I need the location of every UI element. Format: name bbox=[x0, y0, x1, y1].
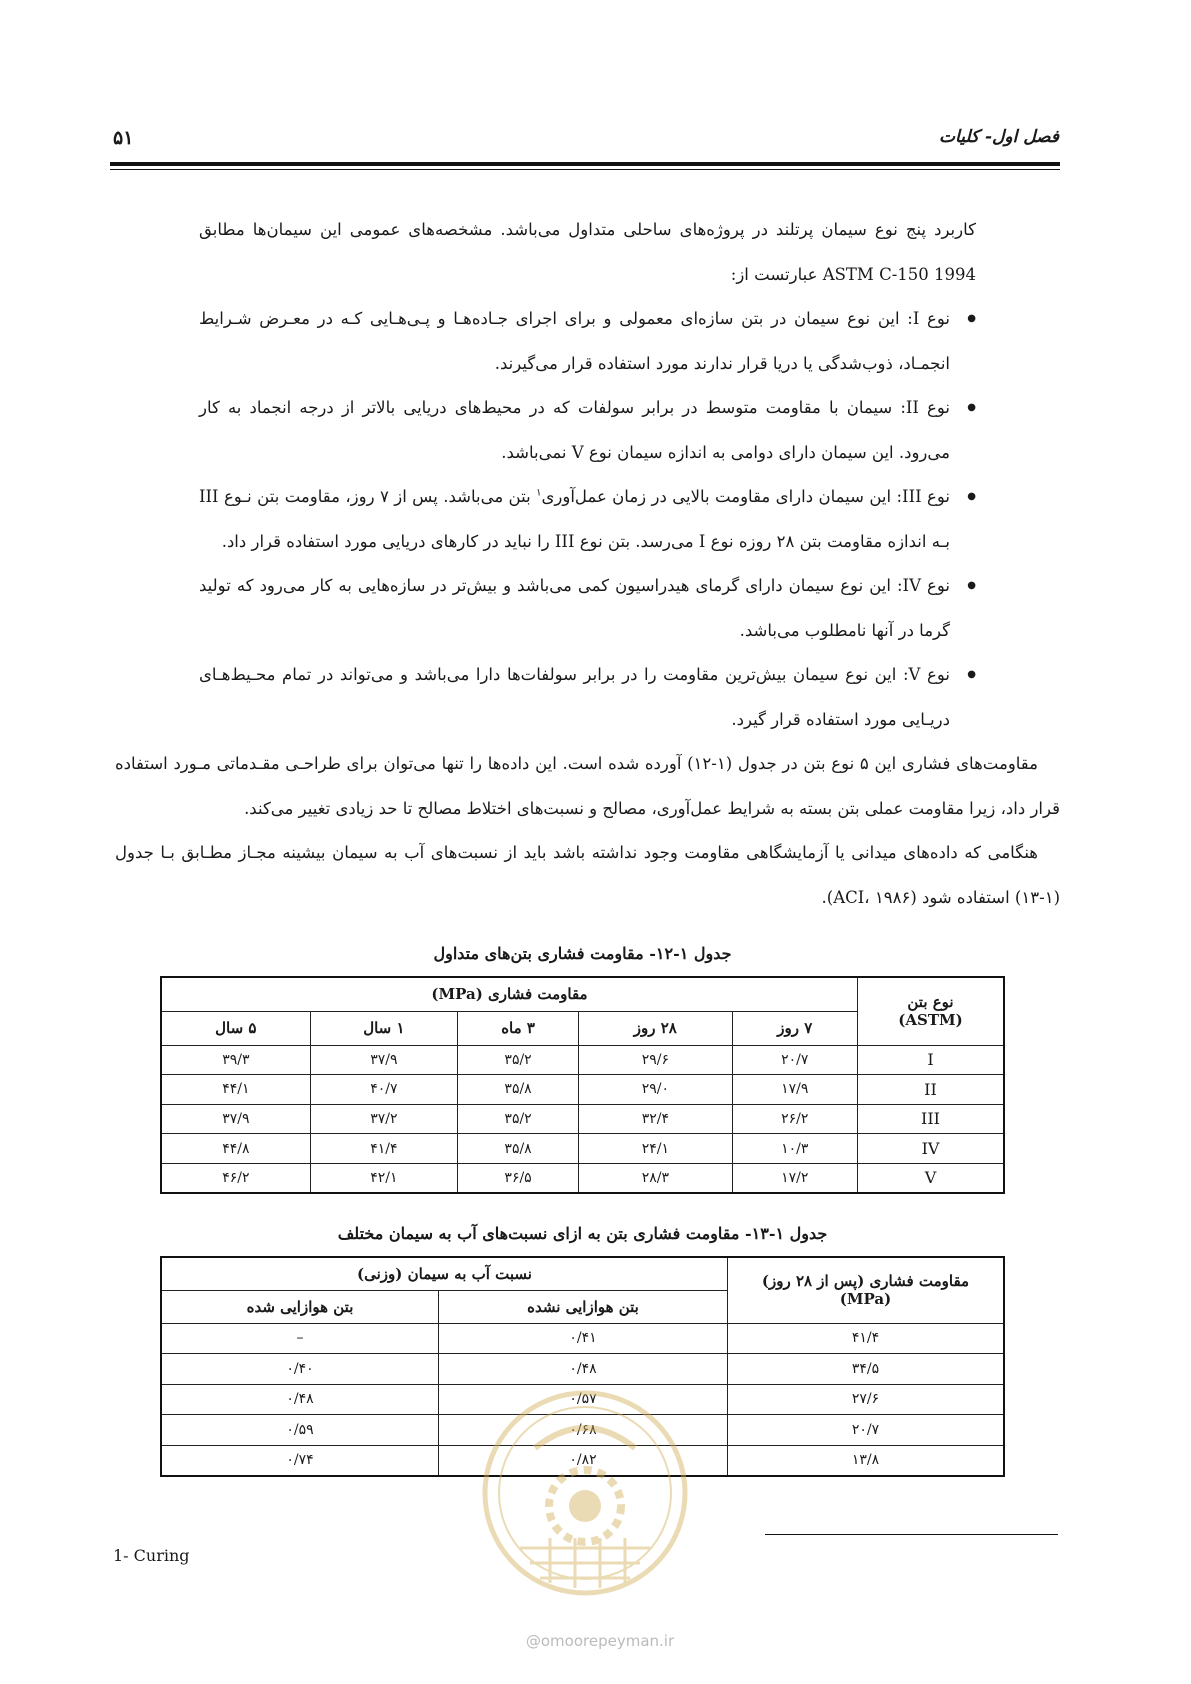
footnote-ref: ۱ bbox=[536, 487, 542, 499]
ratio-paragraph: هنگامی که داده‌های میدانی یا آزمایشگاهی مقاومت وجود نداشته باشد باید از نسبت‌های آب به سیمان بیشینه مجـاز مطـابق بـا جدول (۱-۱۳) استفاده شود (ACI، ۱۹۸۶). bbox=[115, 843, 1060, 907]
watermark-text: @omoorepeyman.ir bbox=[525, 1632, 675, 1650]
seal-logo-icon bbox=[480, 1388, 690, 1598]
table-row: ۲۰/۷ ۰/۶۸ ۰/۵۹ bbox=[161, 1415, 1004, 1446]
standard-code: ASTM C-150 1994 bbox=[822, 264, 976, 284]
list-item: ● نوع II: سیمان با مقاومت متوسط در برابر سولفات که در محیط‌های دریایی بالاتر از درجه انجماد به کار می‌رود. این سیمان دارای دوامی به اندازه سیمان نوع V نمی‌باشد. bbox=[199, 386, 976, 475]
list-item: ● نوع IV: این نوع سیمان دارای گرمای هیدراسیون کمی می‌باشد و بیش‌تر در سازه‌هایی به کار می‌رود که تولید گرما در آنها نامطلوب می‌باشد. bbox=[199, 564, 976, 653]
column-header: ۵ سال bbox=[161, 1011, 310, 1045]
table-row: II ۱۷/۹ ۲۹/۰ ۳۵/۸ ۴۰/۷ ۴۴/۱ bbox=[161, 1075, 1004, 1105]
type-header: نوع بتن (ASTM) bbox=[858, 977, 1005, 1045]
intro-paragraph: کاربرد پنج نوع سیمان پرتلند در پروژه‌های ساحلی متداول می‌باشد. مشخصه‌های عمومی این سیمان‌ها مطابق ASTM C-150 1994 عبارتست از: bbox=[199, 220, 976, 284]
header-rule-thin bbox=[110, 169, 1060, 170]
footnote: 1- Curing bbox=[113, 1546, 190, 1565]
list-item: ● نوع I: این نوع سیمان در بتن سازه‌ای معمولی و برای اجرای جـاده‌هـا و پـی‌هـایی کـه در معـرض شـرایط انجمـاد، ذوب‌شدگی یا دریا قرار ندارند مورد استفاده قرار می‌گیرند. bbox=[199, 297, 976, 386]
footnote-rule bbox=[765, 1534, 1058, 1535]
list-item: ● نوع V: این نوع سیمان بیش‌ترین مقاومت را در برابر سولفات‌ها دارا می‌باشد و می‌تواند در تمام محـیط‌هـای دریـایی مورد استفاده قرار گیرد. bbox=[199, 653, 976, 742]
group-header: نسبت آب به سیمان (وزنی) bbox=[161, 1257, 728, 1290]
strength-paragraph: مقاومت‌های فشاری این ۵ نوع بتن در جدول (۱-۱۲) آورده شده است. این داده‌ها را تنها می‌توان برای طراحـی مقـدماتی مـورد استفاده قرار داد، زیرا مقاومت عملی بتن بسته به شرایط عمل‌آوری، مصالح و نسبت‌های اختلاط مصالح تا حد زیادی تغییر می‌کند. bbox=[115, 754, 1060, 818]
table-row: I ۲۰/۷ ۲۹/۶ ۳۵/۲ ۳۷/۹ ۳۹/۳ bbox=[161, 1045, 1004, 1075]
page-number: ۵۱ bbox=[113, 127, 134, 149]
list-item: ● نوع III: این سیمان دارای مقاومت بالایی در زمان عمل‌آوری$^۱$ بتن می‌باشد. پس از ۷ روز، مقاومت بتن نـوع III بـه اندازه مقاومت بتن ۲۸ روزه نوع I می‌رسد. بتن نوع III را نباید در کارهای دریایی مورد استفاده قرار داد. bbox=[199, 475, 976, 564]
compressive-strength-table bbox=[160, 976, 1005, 1194]
table-row: ۳۴/۵ ۰/۴۸ ۰/۴۰ bbox=[161, 1354, 1004, 1385]
body-text bbox=[115, 208, 1060, 920]
column-header: ۲۸ روز bbox=[579, 1011, 733, 1045]
table-row: V ۱۷/۲ ۲۸/۳ ۳۶/۵ ۴۲/۱ ۴۶/۲ bbox=[161, 1163, 1004, 1193]
table-row: ۴۱/۴ ۰/۴۱ – bbox=[161, 1323, 1004, 1354]
table-row: ۲۷/۶ ۰/۵۷ ۰/۴۸ bbox=[161, 1384, 1004, 1415]
header-rule-thick bbox=[110, 162, 1060, 166]
table2-caption: جدول ۱-۱۳- مقاومت فشاری بتن به ازای نسبت‌های آب به سیمان مختلف bbox=[337, 1224, 828, 1243]
cement-type-list bbox=[115, 297, 1060, 742]
column-header: ۱ سال bbox=[310, 1011, 457, 1045]
table-row: IV ۱۰/۳ ۲۴/۱ ۳۵/۸ ۴۱/۴ ۴۴/۸ bbox=[161, 1134, 1004, 1164]
column-header: ۳ ماه bbox=[458, 1011, 579, 1045]
table-row: III ۲۶/۲ ۳۲/۴ ۳۵/۲ ۳۷/۲ ۳۷/۹ bbox=[161, 1104, 1004, 1134]
column-header: بتن هوازایی شده bbox=[161, 1290, 438, 1323]
column-header: بتن هوازایی نشده bbox=[438, 1290, 727, 1323]
table1-caption: جدول ۱-۱۲- مقاومت فشاری بتن‌های متداول bbox=[433, 944, 732, 963]
strength-header: مقاومت فشاری (پس از ۲۸ روز) (MPa) bbox=[728, 1257, 1005, 1323]
table-row: ۱۳/۸ ۰/۸۲ ۰/۷۴ bbox=[161, 1445, 1004, 1476]
chapter-title: فصل اول- کلیات bbox=[939, 127, 1059, 147]
group-header: مقاومت فشاری (MPa) bbox=[161, 977, 858, 1011]
column-header: ۷ روز bbox=[732, 1011, 857, 1045]
